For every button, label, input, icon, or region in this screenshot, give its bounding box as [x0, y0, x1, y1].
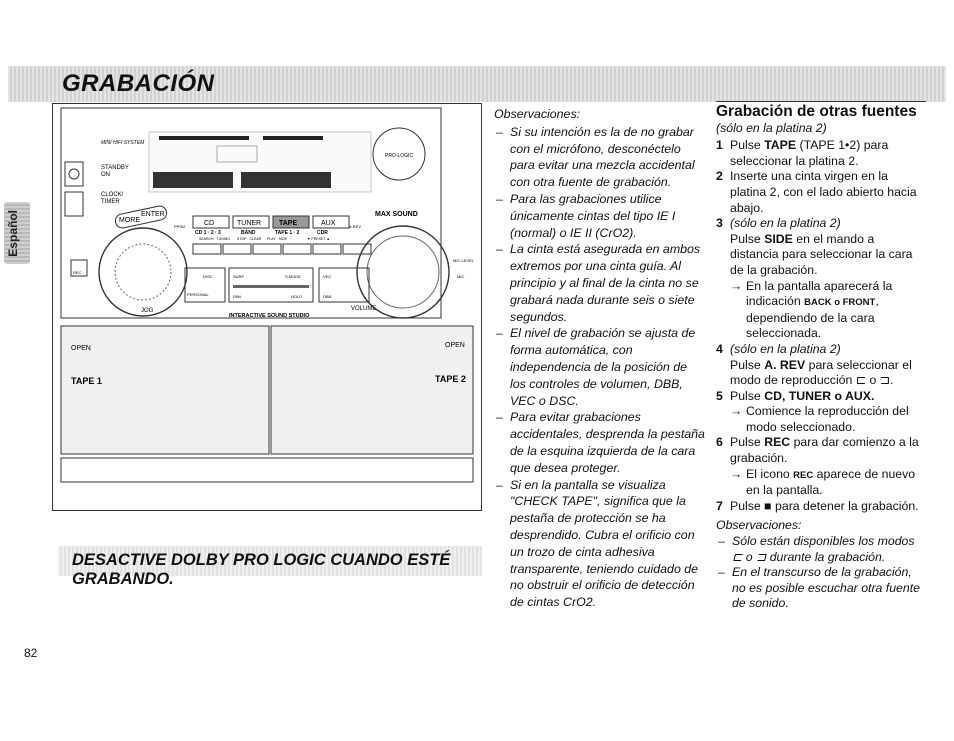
display-panel [149, 132, 371, 192]
cd123-label: CD 1 · 2 · 3 [195, 230, 221, 236]
aux-button-label: AUX [321, 220, 336, 227]
step-3-detail: Pulse SIDE en el mando a distancia para seleccionar la cara de la grabación. [730, 231, 913, 277]
mic-level-label: MIC LEVEL [453, 258, 474, 263]
dbb-label: DBB [323, 294, 332, 299]
section-observations-title: Observaciones: [716, 518, 802, 533]
observations-column [494, 106, 706, 611]
step-2: 2 Inserte una cinta virgen en la platina 2, con el lado abierto hacia abajo. [716, 169, 917, 215]
ifd-label: PPSI2 [174, 224, 186, 229]
volume-label: VOLUME [351, 306, 377, 312]
cd-button-label: CD [204, 220, 215, 227]
step-5: 5 Pulse CD, TUNER o AUX. [716, 388, 875, 403]
sound-mode-grid [185, 268, 369, 302]
list-item: – Para evitar grabaciones accidentales, desprenda la pestaña de la esquina izquierda de la cara que desea proteger. [494, 409, 706, 476]
max-sound-label: MAX SOUND [375, 211, 418, 218]
observations-list [494, 124, 706, 611]
open-left-label: OPEN [71, 345, 91, 352]
tape1-label: TAPE 1 [71, 376, 102, 386]
section-title: Grabación de otras fuentes [716, 103, 917, 120]
power-icon [69, 169, 79, 179]
step-7: 7 Pulse ■ para detener la grabación. [716, 498, 919, 513]
stop-label: STOP · CLEAR [237, 237, 262, 241]
divider [716, 101, 926, 102]
transport-buttons [193, 244, 371, 254]
list-item: – La cinta está asegurada en ambos extremos por una cinta guía. Al principio y al final de la cinta no se grabará nada durante seis o siete segundos. [494, 241, 706, 325]
tuner-button-label: TUNER [237, 220, 262, 227]
tape12-label: TAPE 1 · 2 [275, 230, 300, 236]
recording-section [716, 101, 926, 612]
language-tab [4, 202, 30, 264]
clock-label: CLOCK/ [101, 192, 124, 198]
standby-label: STANDBY [101, 165, 129, 171]
step-3-result: → En la pantalla aparecerá la indicación BACK o FRONT, dependiendo de la cara seleccionada. [716, 279, 926, 342]
rec-label: REC [73, 270, 82, 275]
search-label: SEARCH · TUNING [199, 237, 231, 241]
preset-label: ▼ PRESET ▲ [307, 237, 330, 241]
tape-button-label: TAPE [279, 220, 298, 227]
step-6: 6 Pulse REC para dar comienzo a la grabación. [716, 435, 919, 466]
hold-label: HOLD [291, 294, 303, 299]
volume-knob [357, 226, 449, 318]
on-label: ON [101, 172, 110, 178]
cdr-label: CDR [317, 230, 328, 236]
tape2-label: TAPE 2 [435, 374, 466, 384]
observations-title: Observaciones: [494, 107, 581, 121]
section-header-bar [8, 66, 946, 102]
step-5-result: → Comience la reproducción del modo seleccionado. [716, 404, 926, 435]
mic-label: MIC [457, 274, 465, 279]
section-subtitle: (sólo en la platina 2) [716, 120, 827, 135]
page-number: 82 [24, 646, 38, 660]
list-item: – El nivel de grabación se ajusta de forma automática, con independencia de la posición de los controles de volumen, DBB, VEC o DSC. [494, 325, 706, 409]
step-1: 1 Pulse TAPE (TAPE 1•2) para seleccionar la platina 2. [716, 138, 889, 168]
step-3: 3 (sólo en la platina 2) [716, 216, 841, 231]
language-tab-label: Español [6, 210, 20, 257]
smode-label: S.MODE [285, 274, 301, 279]
page-title: GRABACIÓN [62, 70, 215, 97]
brand-text: MINI HIFI SYSTEM [101, 140, 145, 146]
jog-knob [99, 228, 187, 316]
studio-label: INTERACTIVE SOUND STUDIO [229, 313, 310, 319]
warning-text: DESACTIVE DOLBY PRO LOGIC CUANDO ESTÉ GRABANDO. [72, 551, 451, 588]
list-item: – Sólo están disponibles los modos ⊏ o ⊐ durante la grabación. [716, 534, 926, 565]
pan-label: PAN [233, 294, 241, 299]
standby-button [65, 162, 83, 186]
step-4-detail: Pulse A. REV para seleccionar el modo de reproducción ⊏ o ⊐. [730, 357, 912, 388]
enter-label: ENTER [141, 211, 165, 218]
list-item: – En el transcurso de la grabación, no es posible escuchar otra fuente de sonido. [716, 565, 926, 612]
open-right-label: OPEN [445, 342, 465, 349]
list-item: – Para las grabaciones utilice únicamente cintas del tipo IE I (normal) o IE II (CrO2). [494, 191, 706, 241]
surf-label: SURF [233, 274, 244, 279]
vec-label: VEC [323, 274, 332, 279]
warning-banner [58, 546, 482, 588]
device-illustration [52, 103, 482, 511]
list-item: – Si su intención es la de no grabar con el micrófono, desconéctelo para evitar una mezcla accidental con otra fuente de grabación. [494, 124, 706, 191]
step-4: 4 (sólo en la platina 2) [716, 341, 841, 356]
tape-deck-1 [61, 326, 269, 454]
jog-label: JOG [141, 308, 154, 314]
band-label: BAND [241, 230, 256, 236]
list-item: – Si en la pantalla se visualiza "CHECK TAPE", significa que la pestaña de protección se ha desprendido. Cubra el orificio con un trozo de cinta adhesiva transparente, teniendo cuidado de no obstruir el orificio de detección de cintas CrO2. [494, 477, 706, 611]
device-drawing [53, 104, 483, 512]
prologic-label: PRO-LOGIC [385, 153, 414, 159]
timer-label: TIMER [101, 199, 120, 205]
tape-deck-2 [271, 326, 473, 454]
section-observations-list [716, 534, 926, 612]
disc-label: DISC [203, 274, 213, 279]
step-6-result: → El icono REC aparece de nuevo en la pantalla. [716, 467, 926, 499]
more-label: MORE [119, 217, 140, 224]
arev-label: A.REV [349, 224, 362, 229]
play-label: PLAY · SIDE [267, 237, 287, 241]
personal-label: PERSONAL [187, 292, 209, 297]
clock-button [65, 192, 83, 216]
